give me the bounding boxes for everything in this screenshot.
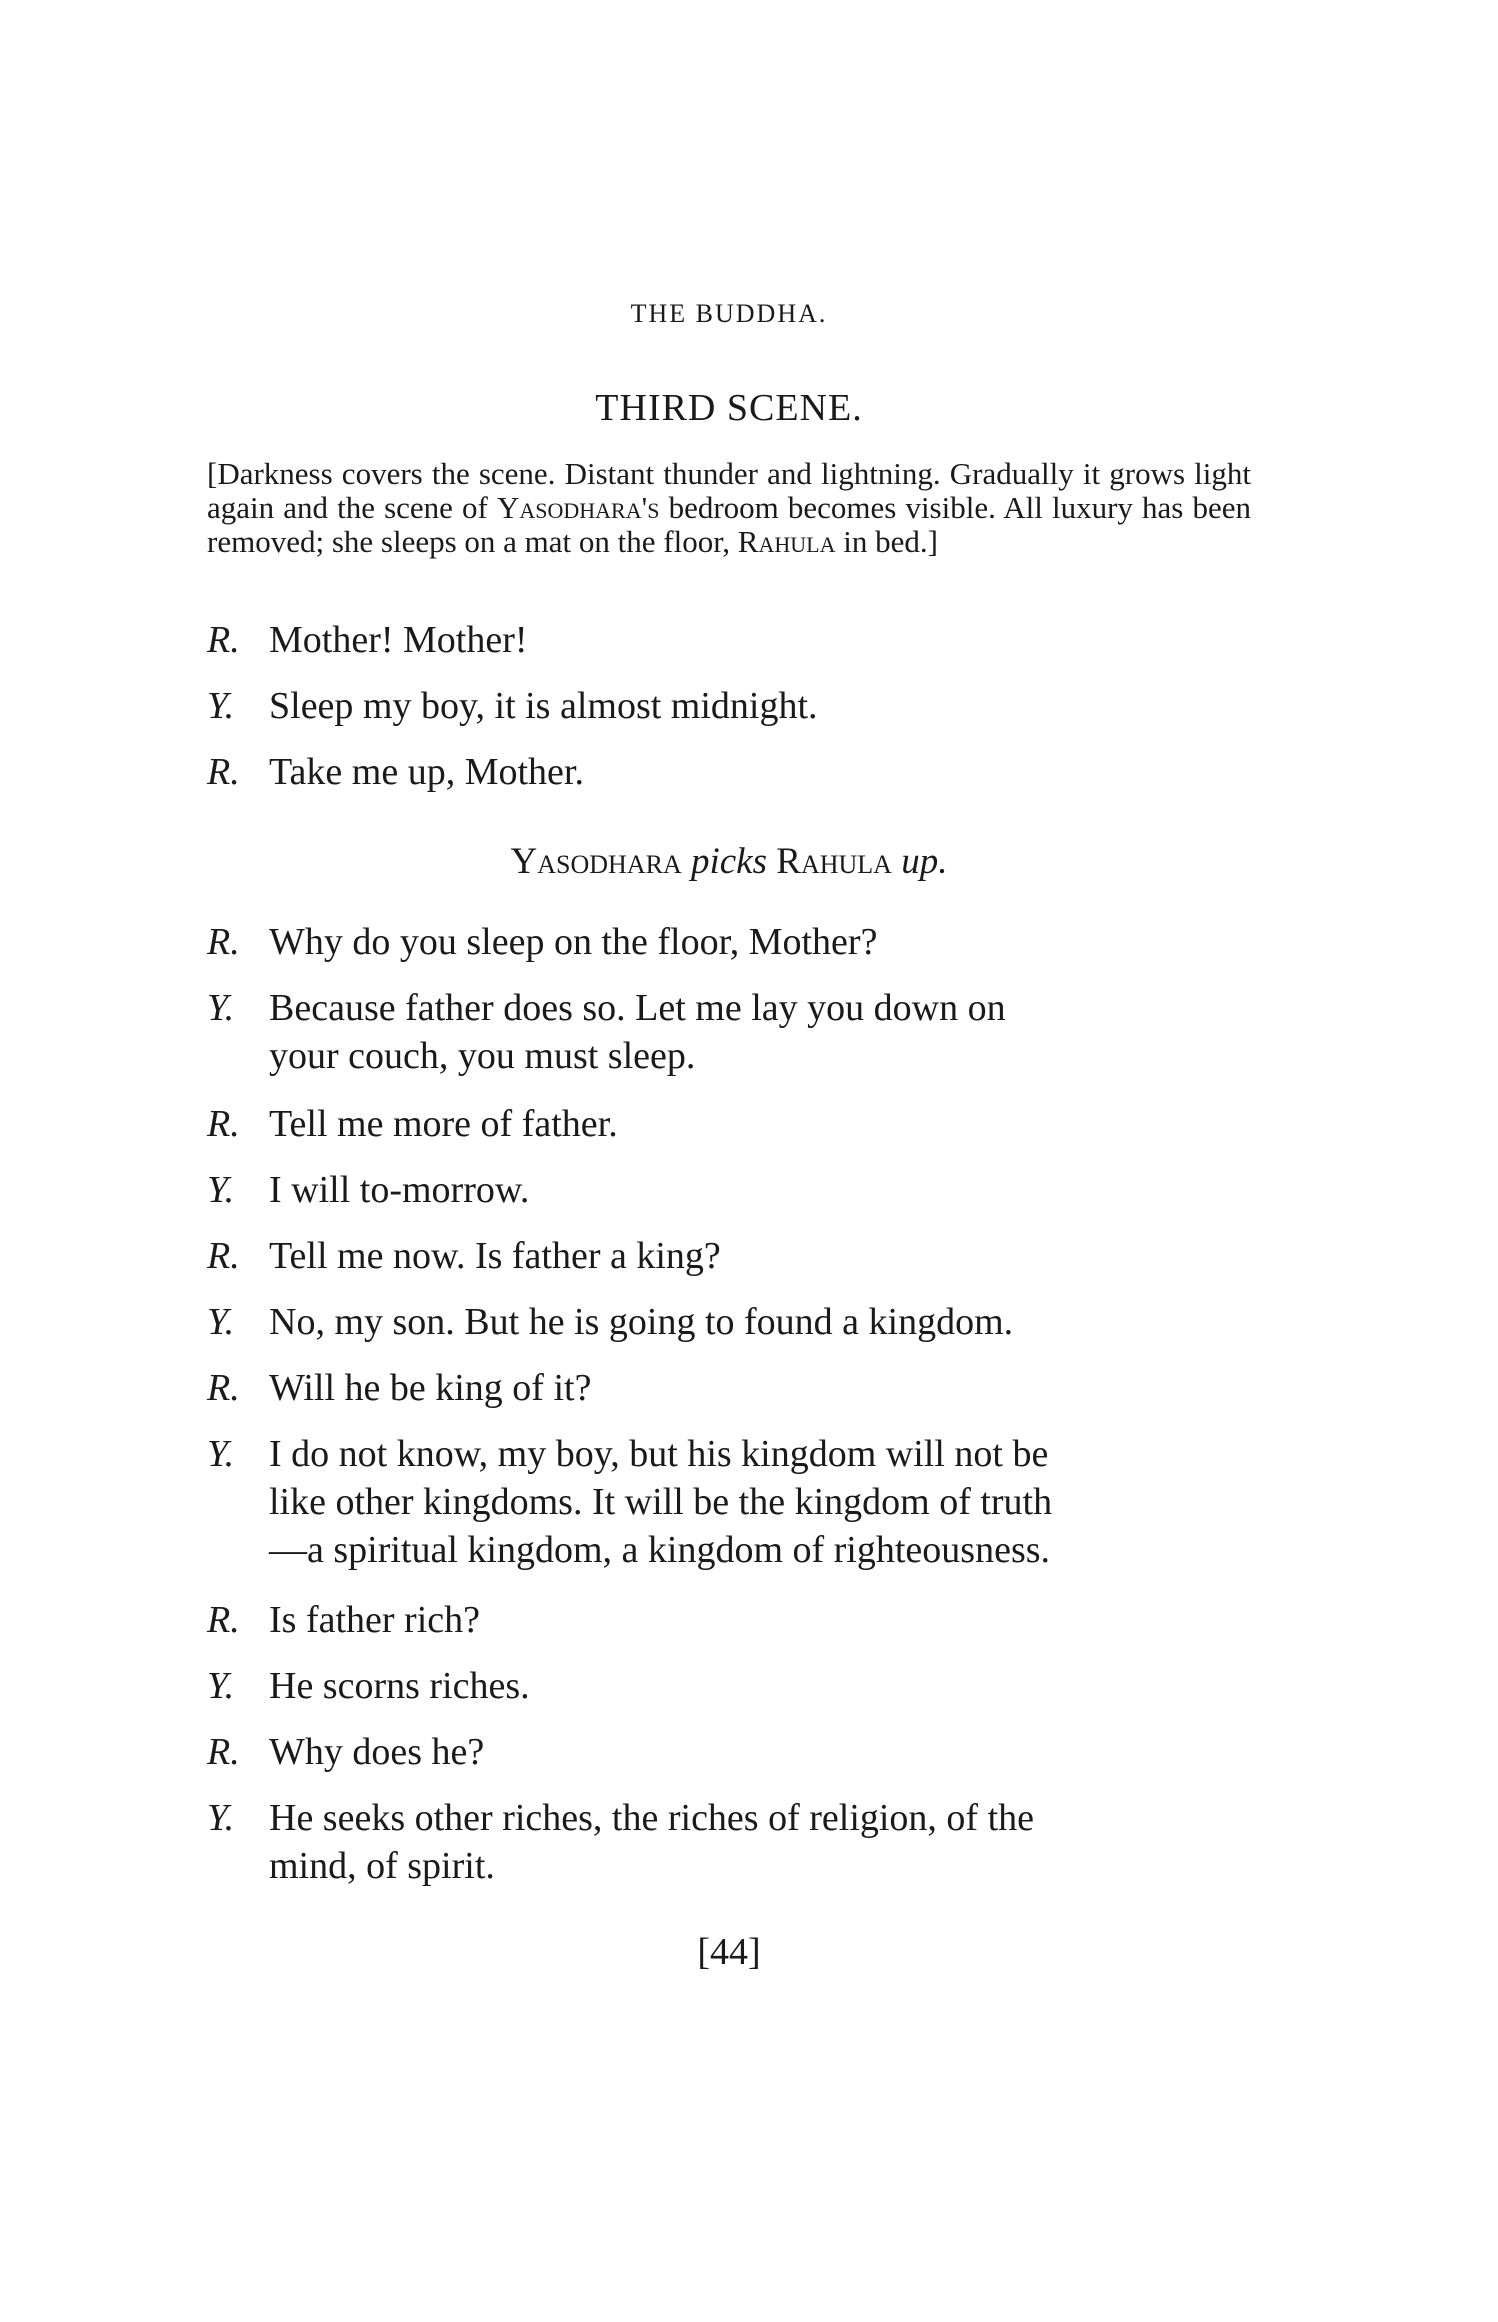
dialogue-line [207, 984, 1257, 1080]
character-name: Rahula [776, 841, 892, 882]
page-number: [44] [697, 1931, 761, 1973]
speaker-label: Y. [207, 685, 235, 727]
dialogue-text: Tell me more of father. [269, 1103, 618, 1145]
dialogue-line [207, 1166, 1257, 1214]
dialogue-continuation: —a spiritual kingdom, a kingdom of righteousness. [269, 1529, 1051, 1571]
scene-title: THIRD SCENE. [595, 387, 863, 429]
dialogue-text: Will he be king of it? [269, 1367, 592, 1409]
dialogue-text: I do not know, my boy, but his kingdom will not be [269, 1433, 1049, 1475]
dialogue-line [207, 1232, 1257, 1280]
speaker-label: Y. [207, 1797, 235, 1839]
stage-direction-text: [Darkness covers the scene. Distant thunder and lightning. Gradually it grows light again and the scene of [207, 456, 1251, 525]
dialogue-line [207, 1662, 1257, 1710]
dialogue-line [207, 1298, 1257, 1346]
direction-verb: picks [690, 841, 768, 882]
dialogue-text: Mother! Mother! [269, 619, 528, 661]
dialogue-text: Is father rich? [269, 1599, 480, 1641]
speaker-label: R. [207, 619, 240, 661]
dialogue-line [207, 1794, 1257, 1890]
dialogue-text: He scorns riches. [269, 1665, 530, 1707]
dialogue-line [207, 1430, 1257, 1574]
dialogue-text: I will to-morrow. [269, 1169, 530, 1211]
speaker-label: Y. [207, 1169, 235, 1211]
direction-tail: up. [901, 841, 948, 882]
speaker-label: Y. [207, 1301, 235, 1343]
dialogue-line [207, 1364, 1257, 1412]
dialogue-text: He seeks other riches, the riches of religion, of the [269, 1797, 1035, 1839]
dialogue-continuation: your couch, you must sleep. [269, 1035, 696, 1077]
character-name: Yasodhara [510, 841, 682, 882]
dialogue-line [207, 616, 1257, 664]
dialogue-line [207, 918, 1257, 966]
speaker-label: Y. [207, 1433, 235, 1475]
dialogue-text: Tell me now. Is father a king? [269, 1235, 721, 1277]
dialogue-line [207, 1596, 1257, 1644]
stage-direction [207, 457, 1251, 559]
stage-direction-text: in bed.] [835, 524, 938, 559]
dialogue-text: Why do you sleep on the floor, Mother? [269, 921, 878, 963]
centered-stage-direction [0, 840, 1458, 883]
character-name: Rahula [737, 524, 836, 559]
dialogue-text: No, my son. But he is going to found a kingdom. [269, 1301, 1014, 1343]
dialogue-text: Sleep my boy, it is almost midnight. [269, 685, 818, 727]
speaker-label: R. [207, 1103, 240, 1145]
dialogue-line [207, 748, 1257, 796]
speaker-label: R. [207, 1599, 240, 1641]
running-head: THE BUDDHA. [630, 299, 828, 328]
speaker-label: Y. [207, 1665, 235, 1707]
dialogue-text: Why does he? [269, 1731, 485, 1773]
dialogue-text: Because father does so. Let me lay you down on [269, 987, 1006, 1029]
dialogue-continuation: mind, of spirit. [269, 1845, 495, 1887]
speaker-label: R. [207, 1367, 240, 1409]
speaker-label: R. [207, 921, 240, 963]
dialogue-line [207, 1728, 1257, 1776]
dialogue-text: Take me up, Mother. [269, 751, 584, 793]
speaker-label: R. [207, 1235, 240, 1277]
stage-direction-text: bedroom becomes visible. All luxury has been removed; she sleeps on a mat on the floor, [207, 490, 1251, 559]
dialogue-line [207, 682, 1257, 730]
dialogue-line [207, 1100, 1257, 1148]
dialogue-continuation: like other kingdoms. It will be the kingdom of truth [269, 1481, 1053, 1523]
speaker-label: R. [207, 751, 240, 793]
speaker-label: Y. [207, 987, 235, 1029]
character-name: Yasodhara's [497, 490, 660, 525]
speaker-label: R. [207, 1731, 240, 1773]
